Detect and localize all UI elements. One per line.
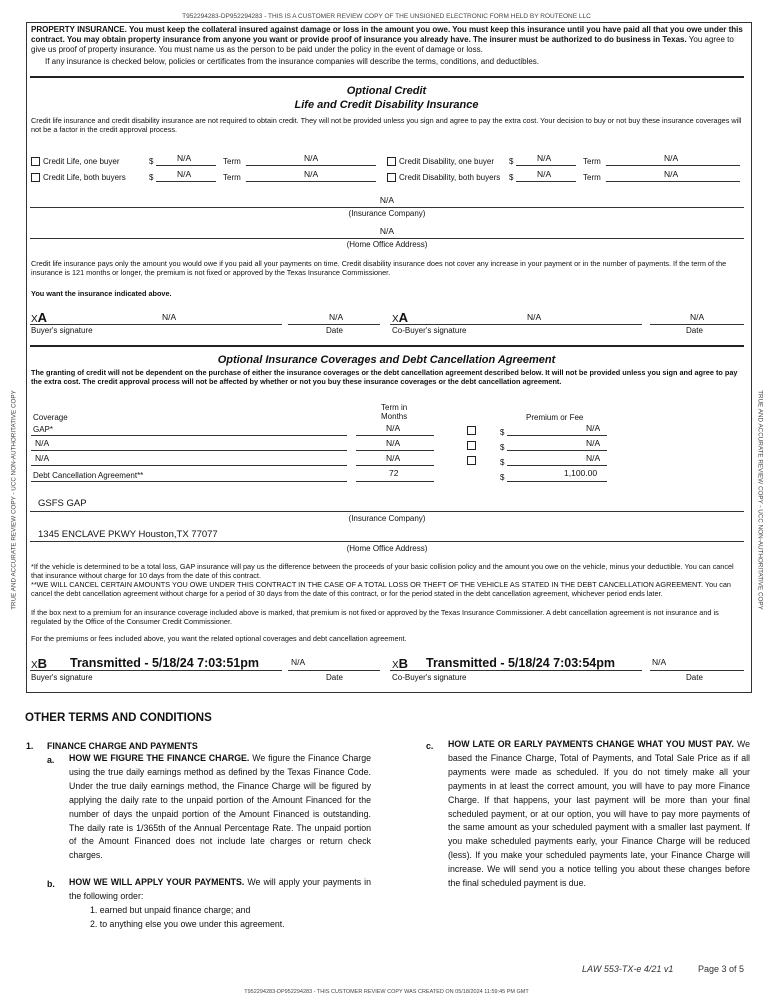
- gap-note-3: If the box next to a premium for an insurance coverage included above is marked, that premium is not fixed or approved by the Texas Insurance Commissioner. A debt cancellation agreement is not insurance and is regulated by the Office of the Consumer Credit Commissioner.: [31, 608, 719, 626]
- term-row-4: 72: [389, 468, 399, 478]
- buyer-signature-label: Buyer's signature: [31, 673, 93, 682]
- term-line: [606, 165, 740, 166]
- credit-insurance-company-label: (Insurance Company): [348, 209, 426, 218]
- term-line: [356, 450, 434, 451]
- x-mark: X: [392, 314, 399, 325]
- term-line: [246, 181, 376, 182]
- date-label: Date: [326, 326, 343, 335]
- premium-row-2: N/A: [586, 438, 601, 448]
- term-row-2: N/A: [386, 438, 401, 448]
- credit-disability-both-amount: N/A: [537, 169, 552, 179]
- term-line: [356, 435, 434, 436]
- dollar-sign: $: [500, 428, 505, 437]
- section-1-title: FINANCE CHARGE AND PAYMENTS: [47, 741, 198, 751]
- credit-life-both-term: N/A: [304, 169, 319, 179]
- coverage-row-3: N/A: [35, 453, 50, 463]
- credit-life-intro: Credit life insurance and credit disability insurance are not required to obtain credit. They will not be provided unless you sign and agree to pay the extra cost. Your decision to buy or not buy these insurance coverages will not be a factor in the credit approval process.: [31, 116, 742, 134]
- credit-home-office-label: (Home Office Address): [346, 240, 428, 249]
- premium-row-4: 1,100.00: [564, 468, 598, 478]
- gap-address-value: 1345 ENCLAVE PKWY Houston,TX 77077: [38, 529, 218, 540]
- cobuyer-signature-a-value: N/A: [527, 312, 542, 322]
- premium-line: [507, 465, 607, 466]
- credit-life-title2: Life and Credit Disability Insurance: [294, 99, 479, 111]
- dollar-sign: $: [500, 473, 505, 482]
- company-line: [30, 207, 744, 208]
- signature-line: [390, 670, 642, 671]
- credit-disability-both-checkbox[interactable]: [387, 173, 396, 182]
- signature-letter: B: [37, 656, 48, 671]
- signature-letter: B: [398, 656, 409, 671]
- item-c-letter: c.: [426, 741, 434, 751]
- signature-line: [30, 324, 282, 325]
- optional-intro: The granting of credit will not be dependent on the purchase of either the insurance coverages or the debt cancellation agreement described below. It will not be provided unless you sign and agree to pay the extra cost. The credit approval process will not be affected by whether or not you buy these insurance coverages or the debt cancellation agreement.: [31, 368, 738, 386]
- term-in-label: Term in: [381, 403, 408, 412]
- address-line: [30, 541, 744, 542]
- dollar-sign: $: [149, 173, 154, 182]
- credit-life-one-amount: N/A: [177, 153, 192, 163]
- premium-row-1: N/A: [586, 423, 601, 433]
- credit-disability-one-label: Credit Disability, one buyer: [399, 157, 495, 166]
- signature-line: [30, 670, 282, 671]
- coverage-label: Coverage: [33, 413, 68, 422]
- item-c-body: We based the Finance Charge, Total of Payments, and Total Sale Price as if all payments were made as scheduled. If you do not timely make all your payments in at least the correct amount, you will have to pay more Finance Charge. If that happens, your last payment will be more than your final scheduled payment, or at our option, you will have to pay more payments of the same amount as your scheduled payment with a smaller last payment. If you make scheduled payments early, your Finance Charge will be reduced (less). If you make your scheduled payments late, your Finance Charge will increase. We will send you a notice telling you about these changes before the final scheduled payment is due.: [448, 739, 750, 889]
- cobuyer-signature-label: Co-Buyer's signature: [392, 673, 467, 682]
- item-b-point-2: 2. to anything else you owe under this agreement.: [90, 919, 285, 929]
- credit-life-one-checkbox[interactable]: [31, 157, 40, 166]
- item-b-title: HOW WE WILL APPLY YOUR PAYMENTS.: [69, 877, 245, 887]
- credit-disability-both-label: Credit Disability, both buyers: [399, 173, 501, 182]
- signature-line: [390, 324, 642, 325]
- term-label: Term: [583, 173, 601, 182]
- gap-note-2: **WE WILL CANCEL CERTAIN AMOUNTS YOU OWE UNDER THIS CONTRACT IN THE CASE OF A TOTAL LOSS OR THEFT OF THE VEHICLE AS STATED IN THE DEBT CANCELLATION AGREEMENT. You can cancel the debt cancellation agreement without charge for a period of 30 days from the date of this contract, or for the period stated in the debt cancellation agreement, whichever period ends later.: [31, 580, 731, 598]
- divider: [30, 76, 744, 78]
- gap-company-value: GSFS GAP: [38, 498, 87, 509]
- term-line: [356, 465, 434, 466]
- signature-letter: A: [37, 310, 48, 325]
- form-number: LAW 553-TX-e 4/21 v1: [582, 964, 674, 974]
- gap-address-label: (Home Office Address): [346, 544, 428, 553]
- item-a-letter: a.: [47, 755, 55, 765]
- gap-note-1: *If the vehicle is determined to be a total loss, GAP insurance will pay us the difference between the proceeds of your basic collision policy and the amount you owe on the vehicle, minus your deductible. You can cancel that insurance without charge for 10 days from the date of this contract.: [31, 562, 734, 580]
- credit-life-want: You want the insurance indicated above.: [31, 289, 172, 298]
- buyer-transmitted: Transmitted - 5/18/24 7:03:51pm: [70, 656, 259, 670]
- premium-line: [507, 481, 607, 482]
- side-text-left: TRUE AND ACCURATE REVIEW COPY - UCC NON-AUTHORITATIVE COPY: [10, 390, 18, 610]
- dollar-sign: $: [149, 157, 154, 166]
- credit-life-both-label: Credit Life, both buyers: [43, 173, 126, 182]
- side-text-right: TRUE AND ACCURATE REVIEW COPY - UCC NON-AUTHORITATIVE COPY: [756, 390, 764, 610]
- term-label: Term: [223, 157, 241, 166]
- cobuyer-signature-a[interactable]: [392, 310, 408, 325]
- term-line: [356, 481, 434, 482]
- gap-company-label: (Insurance Company): [348, 514, 426, 523]
- dollar-sign: $: [509, 157, 514, 166]
- company-line: [30, 511, 744, 512]
- amount-line: [516, 181, 576, 182]
- property-insurance-line2: If any insurance is checked below, policies or certificates from the insurance companies will describe the terms, conditions, and deductibles.: [45, 57, 540, 66]
- item-b-text: [69, 876, 371, 904]
- x-mark: X: [31, 314, 38, 325]
- date-line: [288, 670, 380, 671]
- address-line: [30, 238, 744, 239]
- coverage-line: [31, 481, 347, 482]
- item-c-text: [448, 738, 750, 891]
- property-insurance-bold: PROPERTY INSURANCE. You must keep the collateral insured against damage or loss in the amount you owe. You must keep this insurance until you have paid all that you owe under this contract. You may obtain property insurance from anyone you want or provide proof of insurance you already have. The insurer must be authorized to do business in Texas.: [31, 25, 743, 44]
- amount-line: [516, 165, 576, 166]
- premium-row-3: N/A: [586, 453, 601, 463]
- credit-disability-one-checkbox[interactable]: [387, 157, 396, 166]
- premium-label: Premium or Fee: [526, 413, 584, 422]
- date-label: Date: [326, 673, 343, 682]
- term-line: [606, 181, 740, 182]
- optional-title: Optional Insurance Coverages and Debt Cancellation Agreement: [217, 354, 556, 366]
- coverage-row-1: GAP*: [33, 425, 54, 434]
- premium-line: [507, 435, 607, 436]
- item-a-text: [69, 752, 371, 863]
- date-line: [650, 670, 744, 671]
- buyer-date-b-value: N/A: [291, 657, 306, 667]
- credit-disability-both-term: N/A: [664, 169, 679, 179]
- credit-disability-one-term: N/A: [664, 153, 679, 163]
- item-c-title: HOW LATE OR EARLY PAYMENTS CHANGE WHAT YOU MUST PAY.: [448, 739, 734, 749]
- cobuyer-date-b-value: N/A: [652, 657, 667, 667]
- item-b-body: We will apply your payments in the following order:: [69, 877, 371, 901]
- coverage-line: [31, 435, 347, 436]
- item-a-title: HOW WE FIGURE THE FINANCE CHARGE.: [69, 753, 250, 763]
- page-number: Page 3 of 5: [698, 964, 745, 974]
- divider: [30, 345, 744, 347]
- credit-life-both-checkbox[interactable]: [31, 173, 40, 182]
- premium-box-row-2[interactable]: [467, 441, 476, 450]
- buyer-signature-label: Buyer's signature: [31, 326, 93, 335]
- footer-line: T952294283-DP952294283 - THIS CUSTOMER REVIEW COPY WAS CREATED ON 05/18/2024 11:59:45 PM GMT: [244, 989, 529, 995]
- cobuyer-transmitted: Transmitted - 5/18/24 7:03:54pm: [426, 656, 615, 670]
- premium-box-row-3[interactable]: [467, 456, 476, 465]
- date-label: Date: [686, 326, 703, 335]
- cobuyer-signature-label: Co-Buyer's signature: [392, 326, 467, 335]
- credit-life-notice: Credit life insurance pays only the amount you would owe if you paid all your payments on time. Credit disability insurance does not cover any increase in your payment or in the number of payments. If the term of the insurance is 121 months or longer, the premium is not fixed or approved by the Texas Insurance Commissioner.: [31, 259, 727, 277]
- premium-line: [507, 450, 607, 451]
- amount-line: [156, 181, 216, 182]
- credit-life-one-label: Credit Life, one buyer: [43, 157, 120, 166]
- buyer-date-a-value: N/A: [329, 312, 344, 322]
- dollar-sign: $: [500, 443, 505, 452]
- term-label: Term: [583, 157, 601, 166]
- item-a-body: We figure the Finance Charge using the true daily earnings method as defined by the Texas Finance Code. Under the true daily earnings method, the Finance Charge will be figured by applying the daily rate to the unpaid portion of the Amount Financed for the number of days the unpaid portion of the Amount Financed is outstanding. The daily rate is 1/365th of the Annual Percentage Rate. The unpaid portion of the Amount Financed does not include late charges or return check charges.: [69, 753, 371, 861]
- date-label: Date: [686, 673, 703, 682]
- x-mark: X: [31, 660, 38, 671]
- amount-line: [156, 165, 216, 166]
- term-row-3: N/A: [386, 453, 401, 463]
- section-1-number: 1.: [26, 741, 34, 751]
- buyer-signature-a-value: N/A: [162, 312, 177, 322]
- credit-life-one-term: N/A: [304, 153, 319, 163]
- gap-note-4: For the premiums or fees included above, you want the related optional coverages and debt cancellation agreement.: [31, 634, 407, 643]
- property-insurance-normal: You agree to give us proof of property insurance. You must name us as the person to be paid under the policy in the event of damage or loss.: [31, 35, 734, 54]
- date-line: [650, 324, 744, 325]
- credit-disability-one-amount: N/A: [537, 153, 552, 163]
- coverage-line: [31, 450, 347, 451]
- credit-home-office-value: N/A: [379, 226, 395, 236]
- credit-insurance-company-value: N/A: [379, 195, 395, 205]
- signature-letter: A: [398, 310, 409, 325]
- date-line: [288, 324, 380, 325]
- item-b-letter: b.: [47, 879, 55, 889]
- property-insurance-text: [31, 25, 747, 55]
- dollar-sign: $: [509, 173, 514, 182]
- dollar-sign: $: [500, 458, 505, 467]
- term-label: Term: [223, 173, 241, 182]
- coverage-line: [31, 465, 347, 466]
- cobuyer-date-a-value: N/A: [690, 312, 705, 322]
- header-line: T952294283-DP952294283 - THIS IS A CUSTOMER REVIEW COPY OF THE UNSIGNED ELECTRONIC FORM HELD BY ROUTEONE LLC: [182, 13, 591, 20]
- buyer-signature-a[interactable]: [31, 310, 47, 325]
- item-b-point-1: 1. earned but unpaid finance charge; and: [90, 905, 251, 915]
- coverage-row-2: N/A: [35, 438, 50, 448]
- premium-box-row-1[interactable]: [467, 426, 476, 435]
- months-label: Months: [381, 412, 408, 421]
- credit-life-title1: Optional Credit: [346, 85, 427, 97]
- x-mark: X: [392, 660, 399, 671]
- coverage-row-4: Debt Cancellation Agreement**: [33, 471, 144, 480]
- credit-life-both-amount: N/A: [177, 169, 192, 179]
- other-terms-heading: OTHER TERMS AND CONDITIONS: [25, 712, 212, 724]
- term-row-1: N/A: [386, 423, 401, 433]
- term-line: [246, 165, 376, 166]
